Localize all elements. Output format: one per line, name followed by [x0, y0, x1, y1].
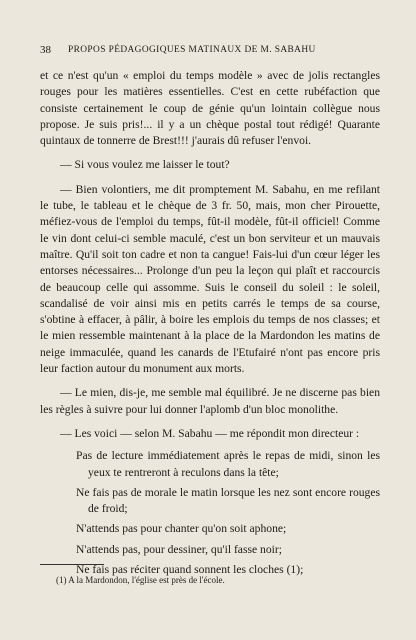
paragraph: — Si vous voulez me laisser le tout? — [60, 158, 230, 172]
footnote-divider — [40, 564, 104, 565]
footnote: (1) A la Mardondon, l'église est près de l'école. — [56, 575, 225, 585]
page-body — [40, 68, 380, 578]
rule-item-text: Ne fais pas réciter quand sonnent les cloches — [76, 563, 284, 577]
rule-item: Pas de lecture immédiatement après le repas de midi, sinon les yeux te rentreront à reculons dans la tête; — [76, 449, 380, 479]
paragraph: — Le mien, dis-je, me semble mal équilibré. Je ne discerne pas bien les règles à suivre pour lui donner l'aplomb d'un bloc monolithe. — [40, 386, 380, 416]
running-title: PROPOS PÉDAGOGIQUES MATINAUX DE M. SABAHU — [68, 45, 316, 55]
page-number: 38 — [40, 44, 51, 56]
paragraph: — Bien volontiers, me dit promptement M. Sabahu, en me refilant le tube, le tableau et le chèque de 3 fr. 50, mais, mon cher Pirouette, méfiez-vous de l'emploi du temps, fût-il modèle, fût-il officiel! Comme le vin dont celui-ci semble maculé, c'est un bon serviteur et un mauvais maître. Qu'il soit ton cadre et non ta cangue! Fais-lui d'un cœur léger les entorses nécessaires... Prolonge d'un peu la leçon qui plaît et raccourcis de beaucoup celle qui assomme. Suis le conseil du soleil : le soleil, scandalisé de voir ainsi mis en petits carrés le temps de sa course, s'obtine à effacer, à pâlir, à boire les emplois du temps de nos classes; et le mien ressemble maintenant à la place de la Mardondon les matins de neige immaculée, quand les canards de l'Etufairé n'ont pas encore pris leur faction autour du monument aux morts. — [40, 182, 380, 376]
rule-item: N'attends pas pour chanter qu'on soit aphone; — [76, 522, 287, 536]
paragraph: — Les voici — selon M. Sabahu — me répondit mon directeur : — [60, 426, 360, 440]
paragraph: et ce n'est qu'un « emploi du temps modèle » avec de jolis rectangles rouges pour les matières essentielles. C'est en cette rubéfaction que consiste certainement le coup de génie qu'un lointain collègue nous propose. Je suis pris!... il y a un chèque postal tout rédigé! Quarante quintaux de tonnerre de Brest!!! j'aurais dû refuser l'envoi. — [40, 69, 380, 148]
rule-item: N'attends pas, pour dessiner, qu'il fasse noir; — [76, 542, 282, 556]
rule-item: Ne fais pas de morale le matin lorsque les nez sont encore rouges de froid; — [76, 485, 380, 516]
rules-list — [76, 448, 380, 578]
footnote-marker: (1); — [286, 563, 304, 577]
